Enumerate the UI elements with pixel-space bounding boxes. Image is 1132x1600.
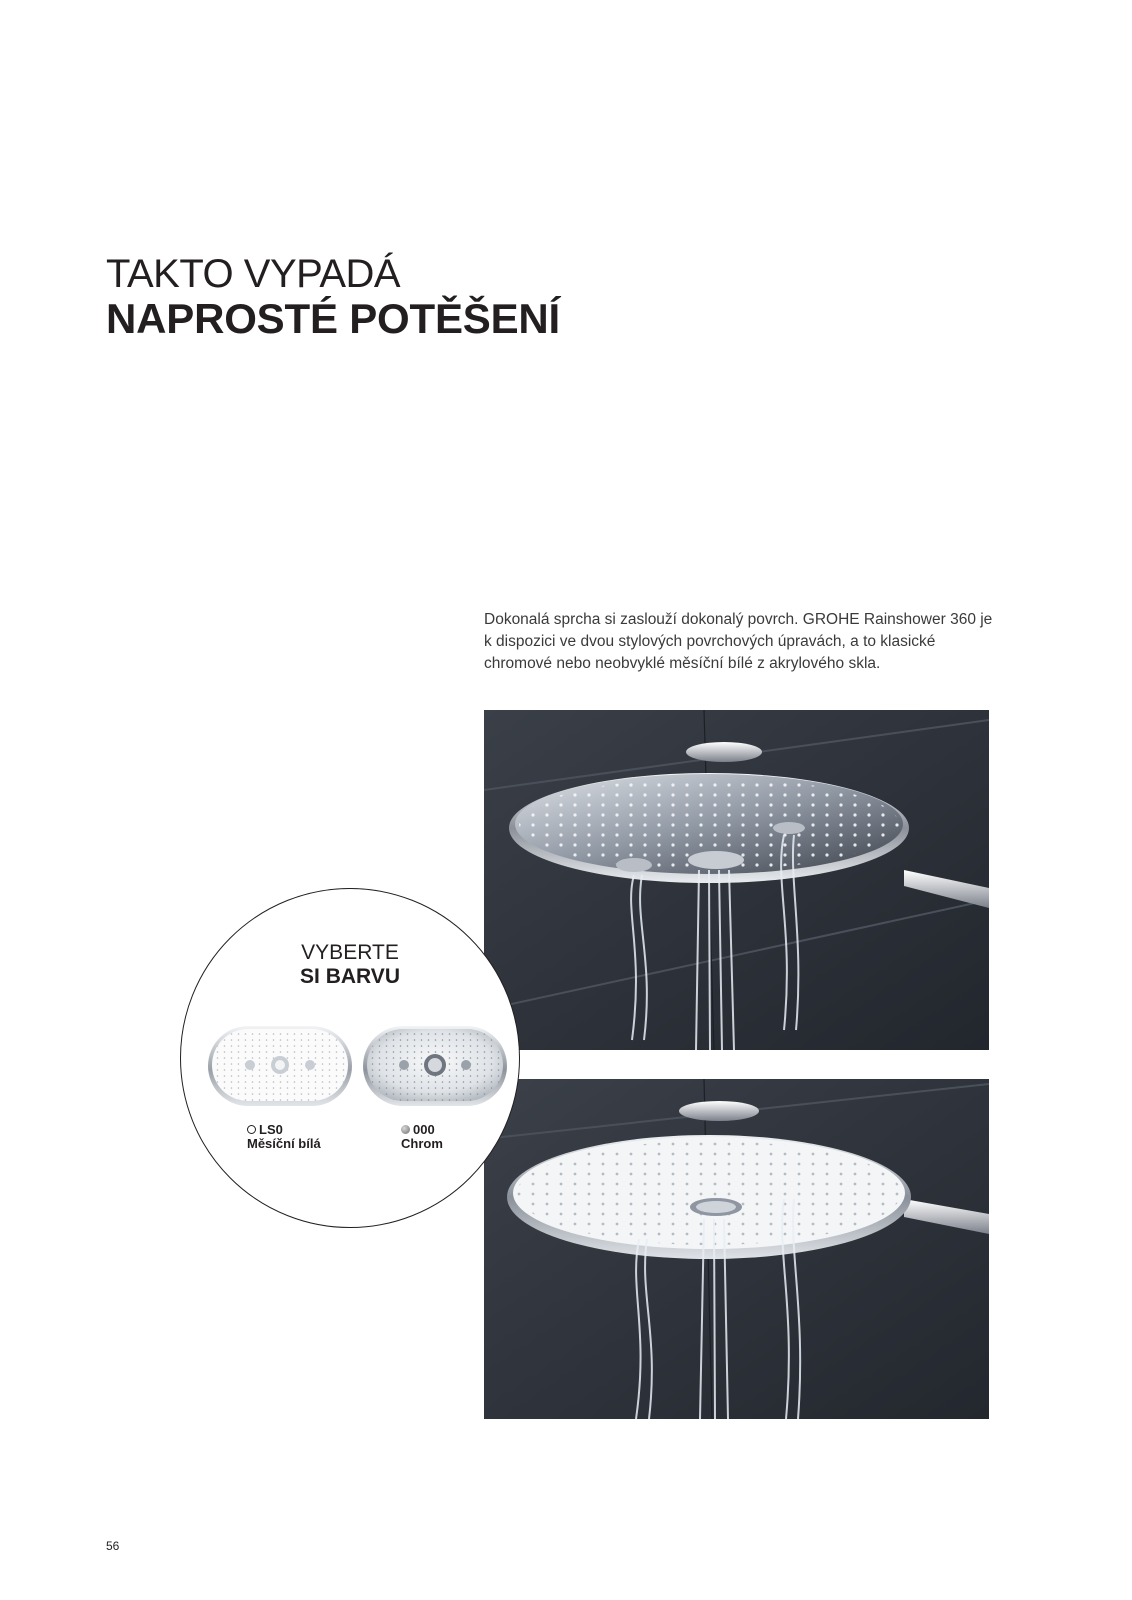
color-picker-title-bold: SI BARVU bbox=[300, 965, 400, 988]
circle-outline-icon bbox=[247, 1125, 256, 1134]
swatch-moon-white[interactable] bbox=[207, 1025, 353, 1107]
page-heading bbox=[106, 252, 560, 342]
page-number: 56 bbox=[106, 1539, 120, 1553]
swatch-code: 000 bbox=[413, 1122, 435, 1137]
heading-line-bold: NAPROSTÉ POTĚŠENÍ bbox=[106, 295, 561, 342]
swatch-code: LS0 bbox=[259, 1122, 283, 1137]
intro-paragraph: Dokonalá sprcha si zaslouží dokonalý povrch. GROHE Rainshower 360 je k dispozici ve dvou stylových povrchových úpravách, a to klasické chromové nebo neobvyklé měsíční bílé z akrylového skla. bbox=[484, 611, 993, 672]
shower-photo-moon-white bbox=[484, 1079, 989, 1419]
swatch-name: Chrom bbox=[401, 1136, 443, 1151]
color-picker-title-light: VYBERTE bbox=[301, 941, 399, 964]
swatch-label-moon-white bbox=[247, 1123, 321, 1151]
swatch-chrome[interactable] bbox=[362, 1025, 508, 1107]
swatch-name: Měsíční bílá bbox=[247, 1136, 321, 1151]
shower-photo-chrome bbox=[484, 710, 989, 1050]
heading-line-light: TAKTO VYPADÁ bbox=[106, 252, 401, 296]
color-picker-circle bbox=[180, 888, 520, 1228]
chrome-dot-icon bbox=[401, 1125, 410, 1134]
swatch-label-chrome bbox=[401, 1123, 443, 1151]
color-picker-title bbox=[181, 941, 519, 989]
